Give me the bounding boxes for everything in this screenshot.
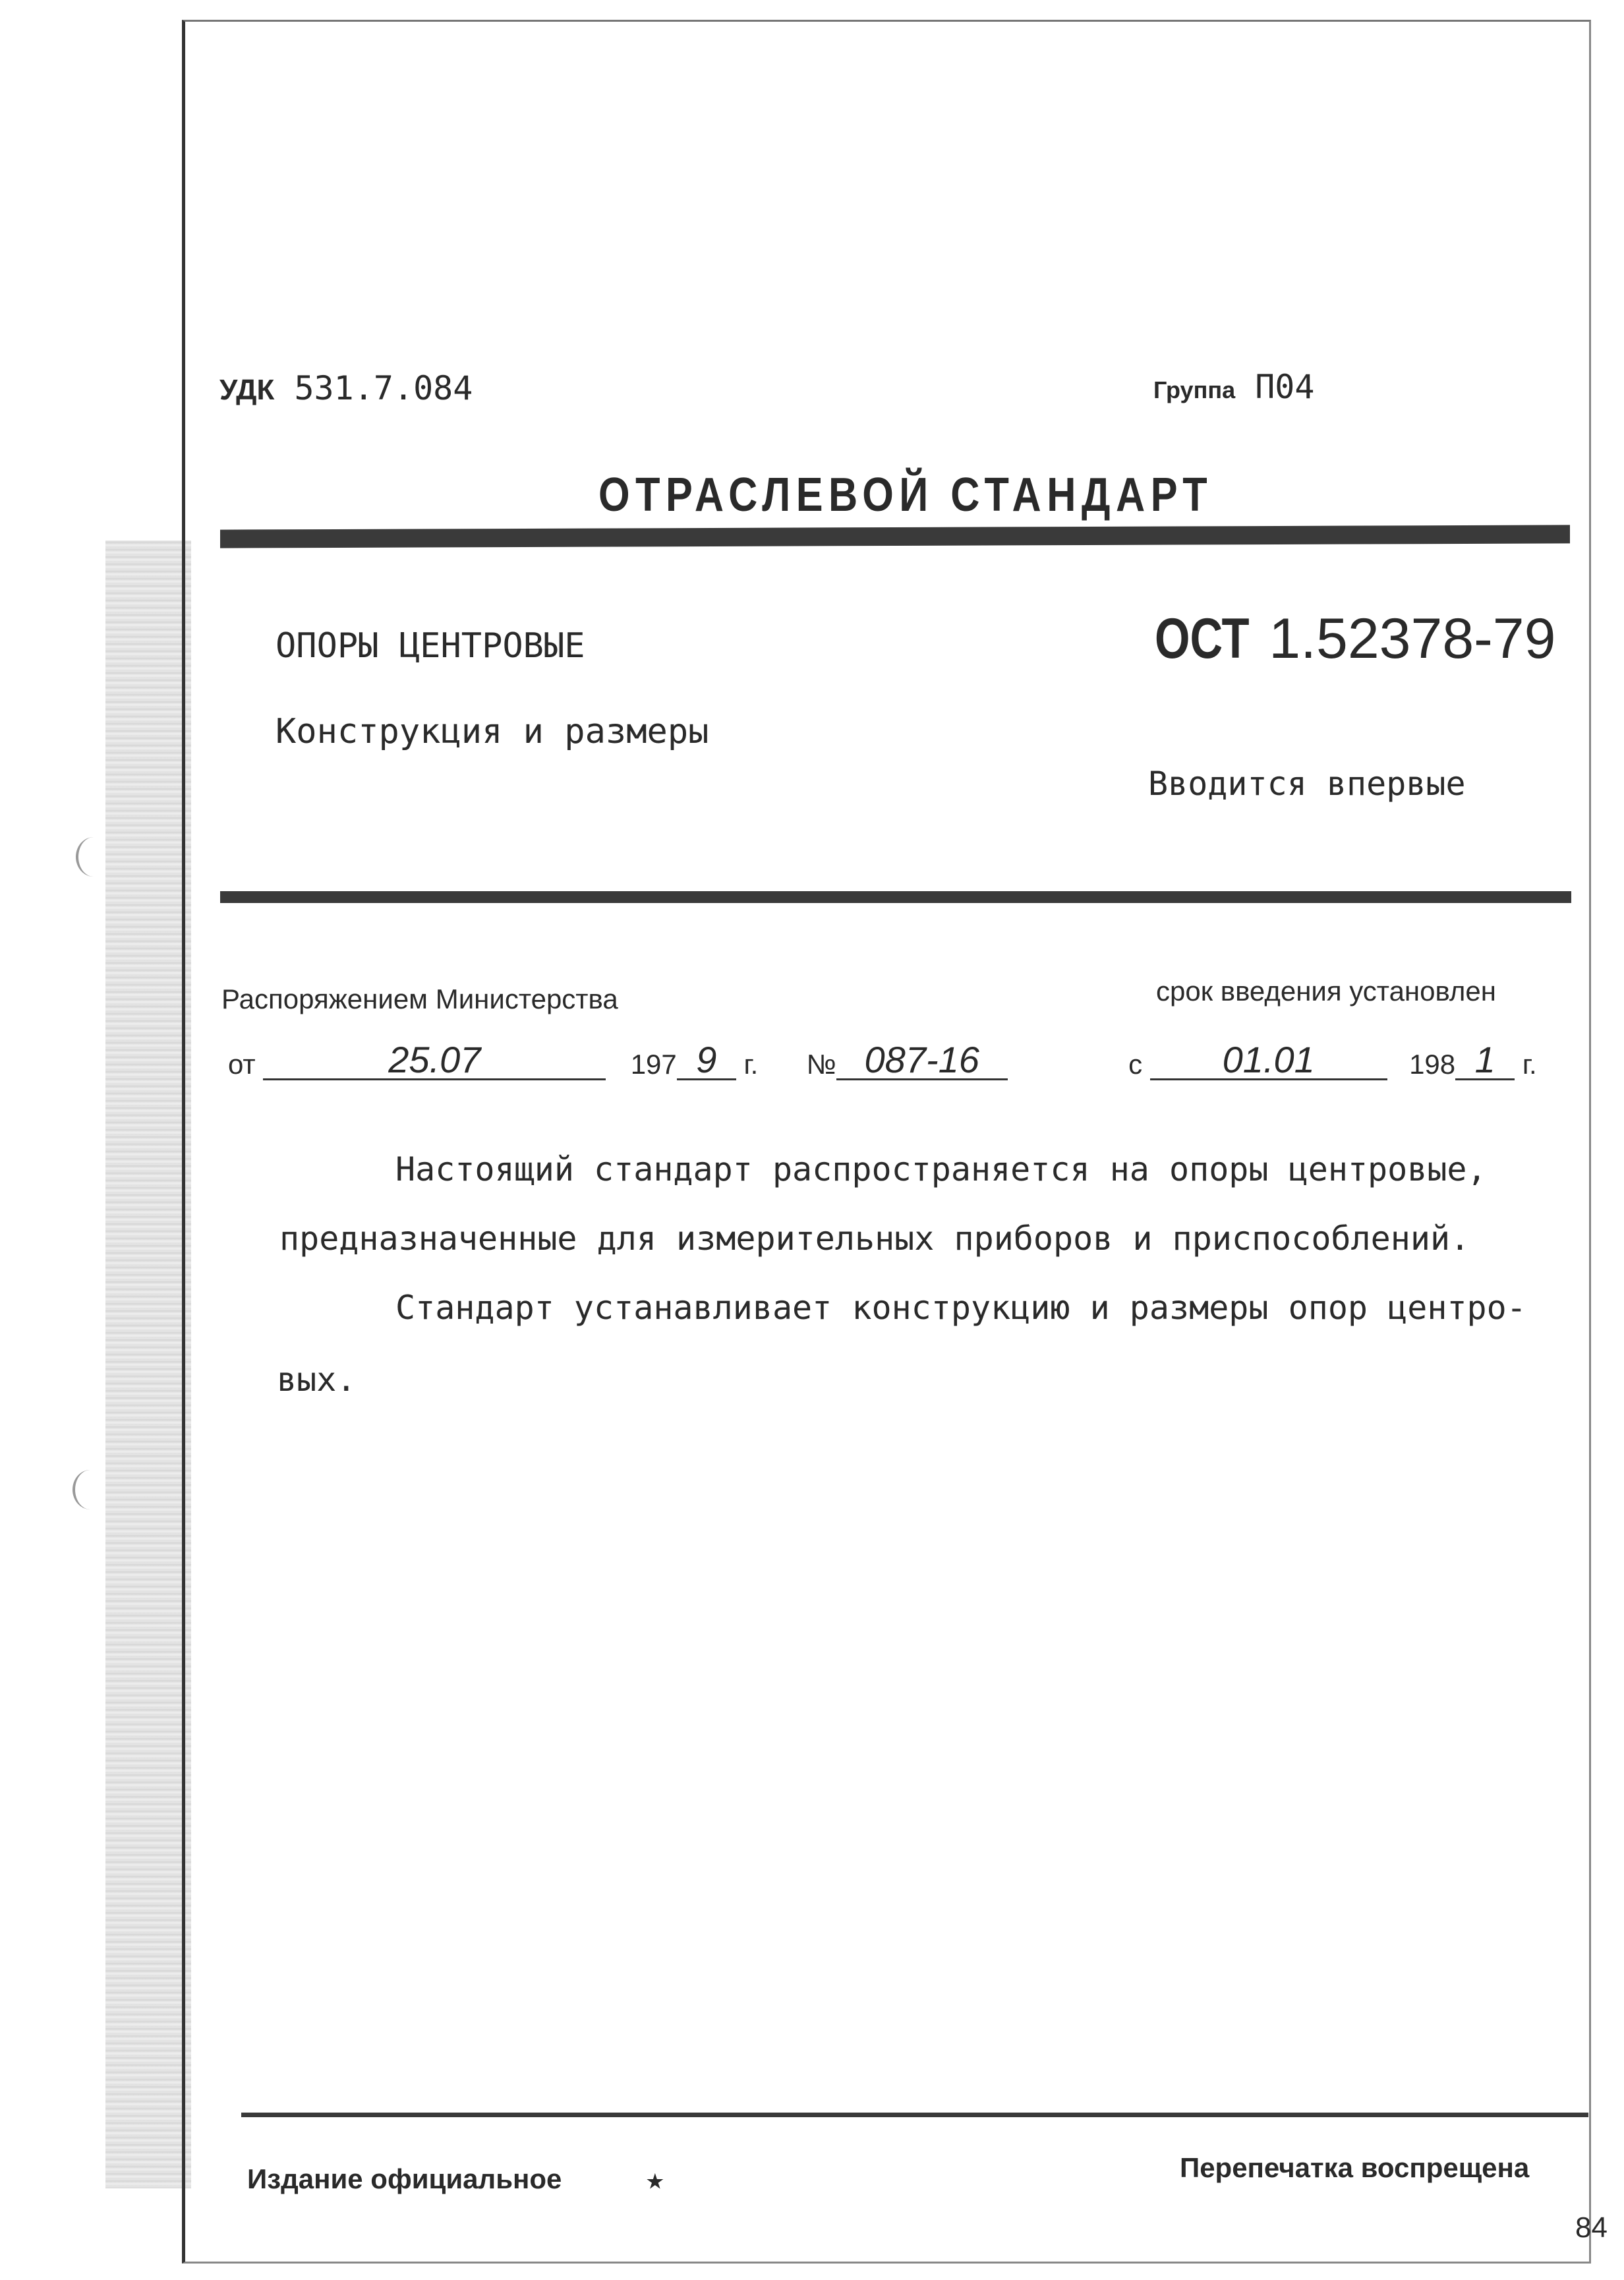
udk-label: УДК xyxy=(219,374,275,406)
since-year-suffix: г. xyxy=(1522,1049,1537,1080)
order-form-line xyxy=(228,1041,1537,1080)
order-date-field: 25.07 xyxy=(263,1041,606,1080)
since-year-digit-field: 1 xyxy=(1455,1041,1515,1080)
standard-number: 1.52378-79 xyxy=(1269,607,1556,670)
since-label: с xyxy=(1128,1049,1143,1080)
scan-edge-shadow xyxy=(105,541,191,2188)
group-value: П04 xyxy=(1255,368,1315,406)
standard-designation xyxy=(1155,606,1555,672)
body-paragraph-line: вых. xyxy=(277,1360,357,1399)
from-label: от xyxy=(228,1049,256,1080)
group-code xyxy=(1153,368,1315,406)
order-number-field: 087-16 xyxy=(836,1041,1008,1080)
body-paragraph-line: Стандарт устанавливает конструкцию и размеры опор центро- xyxy=(395,1289,1526,1327)
term-label: срок введения установлен xyxy=(1156,976,1496,1007)
punch-hole-mark xyxy=(76,837,111,877)
footer-rule xyxy=(241,2113,1588,2117)
since-date-field: 01.01 xyxy=(1150,1041,1387,1080)
group-label: Группа xyxy=(1153,376,1236,403)
star-icon: ★ xyxy=(646,2161,664,2196)
title-rule xyxy=(220,891,1571,903)
year-digit-field: 9 xyxy=(677,1041,736,1080)
since-year-prefix: 198 xyxy=(1409,1049,1456,1080)
page-number: 84 xyxy=(1575,2211,1608,2244)
body-paragraph-line: Настоящий стандарт распространяется на опоры центровые, xyxy=(395,1150,1487,1188)
standard-title: ОПОРЫ ЦЕНТРОВЫЕ xyxy=(276,626,585,666)
udk-code xyxy=(219,369,473,407)
document-heading: ОТРАСЛЕВОЙ СТАНДАРТ xyxy=(598,469,1213,521)
order-label: Распоряжением Министерства xyxy=(221,983,618,1014)
year-prefix: 197 xyxy=(630,1049,677,1080)
year-suffix: г. xyxy=(743,1049,759,1080)
udk-value: 531.7.084 xyxy=(294,369,473,407)
number-label: № xyxy=(806,1049,836,1080)
reprint-prohibited-label: Перепечатка воспрещена xyxy=(1180,2152,1530,2183)
official-edition-label: Издание официальное xyxy=(247,2163,562,2194)
standard-subtitle: Конструкция и размеры xyxy=(276,712,709,751)
introduced-note: Вводится впервые xyxy=(1148,765,1466,803)
punch-hole-mark xyxy=(72,1470,108,1509)
page-frame xyxy=(182,20,1591,2264)
standard-prefix: ОСТ xyxy=(1155,607,1250,670)
body-paragraph-line: предназначенные для измерительных приборов и приспособлений. xyxy=(279,1219,1470,1258)
